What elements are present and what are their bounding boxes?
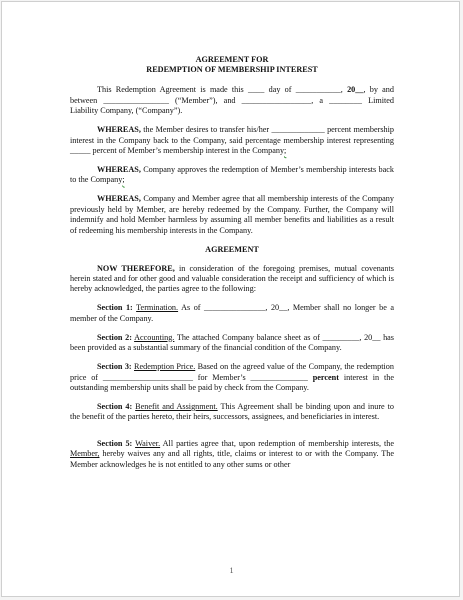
whereas-punct-1: ;: [284, 145, 287, 155]
whereas-label-3: WHEREAS,: [97, 194, 141, 204]
section-4-title: Benefit and Assignment.: [135, 402, 218, 411]
whereas-text-3: Company and Member agree that all membership interests of the Company previously held by Member, are hereby redeemed by the Company. Further, the Company will indemnify and hold Member harmless by assuming all member benefits and liabilities as a result of redeeming his membership interests in the Company.: [70, 194, 394, 235]
section-2-paragraph: [70, 333, 394, 354]
section-1-paragraph: [70, 303, 394, 324]
section-2-title: Accounting.: [134, 332, 175, 342]
section-2-text: The attached Company balance sheet as of _________, 20__ has been provided as a substantial summary of the financial condition of the Company.: [70, 332, 394, 353]
section-2-label: Section 2:: [97, 332, 132, 342]
whereas-label-1: WHEREAS,: [97, 125, 141, 135]
document-page: [1, 1, 460, 597]
section-4-text: This Agreement shall be binding upon and inure to the benefit of the parties hereto, their heirs, successors, assignees, and beneficiaries in interest.: [70, 402, 394, 422]
intro-paragraph: [70, 85, 394, 116]
section-3-text-b: interest in the outstanding membership units shall be paid by check from the Company.: [70, 372, 394, 392]
section-5-paragraph: [70, 439, 394, 470]
now-therefore-label: NOW THEREFORE,: [97, 263, 175, 273]
section-3-percent: percent: [312, 372, 339, 382]
section-1-label: Section 1:: [97, 303, 133, 313]
section-3-text-a: Based on the agreed value of the Company, the redemption price of ______________________ for Member’s ______________: [70, 362, 394, 382]
whereas-text-1: the Member desires to transfer his/her _____________ percent membership interest in the Company back to the Company, said percentage membership interest representing _____ percent of Member’s membership interest in the Company: [70, 125, 394, 155]
whereas-text-2: Company approves the redemption of Member’s membership interests back to the Company: [70, 164, 394, 185]
page-number: 1: [229, 566, 234, 575]
section-3-paragraph: [70, 362, 394, 393]
now-therefore-text: in consideration of the foregoing premises, mutual covenants herein stated and for other good and valuable consideration the receipt and sufficiency of which is hereby acknowledged, the parties agree to the following:: [70, 263, 394, 294]
section-5-text-a: All parties agree that, upon redemption of membership interests, the: [160, 438, 394, 448]
whereas-paragraph-2: [70, 165, 394, 186]
agreement-heading: AGREEMENT: [205, 244, 259, 254]
section-4-label: Section 4:: [97, 402, 133, 411]
section-4-paragraph: [70, 402, 394, 423]
section-5-title: Waiver.: [135, 438, 161, 448]
section-5-member: Member,: [70, 449, 100, 459]
whereas-paragraph-1: [70, 125, 394, 156]
whereas-paragraph-3: [70, 194, 394, 236]
section-1-title: Termination.: [136, 303, 179, 313]
section-5-text-b: hereby waives any and all rights, title, claims or interest to or with the Company. The Member acknowledges he is not entitled to any other sums or other: [70, 449, 394, 469]
title-line-1: AGREEMENT FOR: [195, 55, 269, 64]
whereas-label-2: WHEREAS,: [97, 164, 141, 174]
intro-text-c: , by and between ________________ (“Member”), and _________________, a ________ Limited Liability Company, (“Company”).: [70, 85, 394, 116]
section-5-label: Section 5:: [97, 438, 133, 448]
section-3-title: Redemption Price.: [134, 362, 196, 372]
intro-text-a: This Redemption Agreement is made this ____ day of ___________,: [97, 85, 348, 95]
now-therefore-paragraph: [70, 264, 394, 295]
whereas-punct-2: ;: [122, 175, 125, 185]
intro-year: 20__: [347, 85, 364, 95]
document-body: [70, 55, 394, 470]
section-3-label: Section 3:: [97, 362, 132, 372]
section-1-text: As of _______________, 20__, Member shall no longer be a member of the Company.: [70, 303, 394, 323]
title-line-2: REDEMPTION OF MEMBERSHIP INTEREST: [146, 65, 318, 75]
